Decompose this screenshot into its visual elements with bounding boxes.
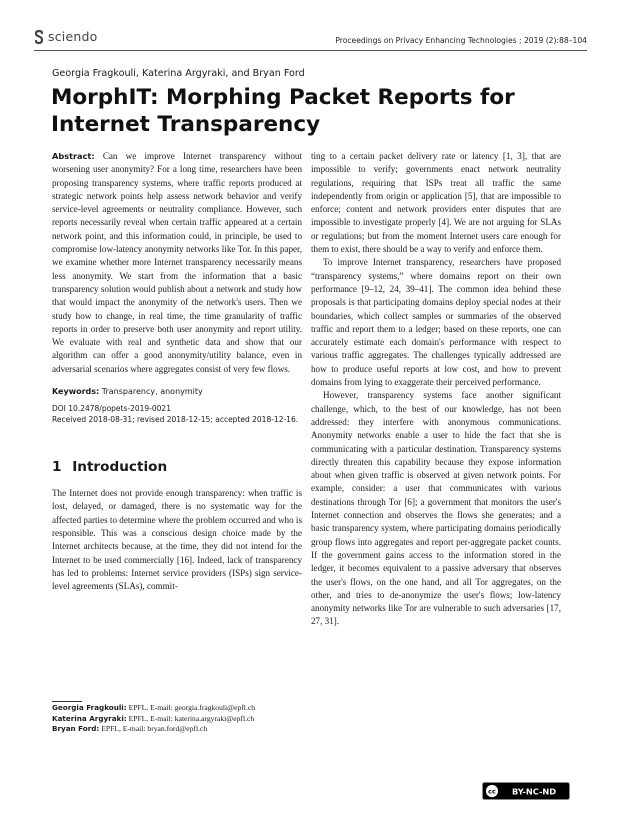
publisher-logo (34, 29, 97, 44)
keywords (52, 386, 302, 397)
body-paragraph: However, transparency systems face another significant challenge, which, to the best of our knowledge, has not been addressed: they interfere with anonymous communications. Anonymity networks enable a user to hide the fact that she is communicating with a particular destination. Transparency systems directly threaten this capability because they expose information about when given traffic is observed at given network points. For example, consider: a user that communicates with various destinations through Tor [6]; a government that monitors the user's Internet connection and observes the flows she generates; and a basic transparency system, where participating domains periodically group flows into aggregates and report per-aggregate packet counts. If the government gains access to the information stored in the ledger, it becomes equivalent to a passive adversary that observes the user's flows, on the one hand, and all Tor aggregates, on the other, and tries to de-anonymize the user's flows; low-latency anonymity networks like Tor are vulnerable to such adversaries [17, 27, 31]. (311, 390, 561, 627)
paper-title: MorphIT: Morphing Packet Reports for Internet Transparency (51, 85, 515, 137)
footnote (52, 724, 302, 735)
keywords-text: Transparency, anonymity (101, 387, 203, 397)
publisher-name: sciendo (48, 29, 98, 44)
license-badge[interactable] (482, 782, 570, 800)
section-title: Introduction (72, 459, 168, 476)
footnote-text: EPFL, E-mail: bryan.ford@epfl.ch (101, 724, 208, 733)
footnote-author: Bryan Ford: (52, 724, 100, 733)
right-column (311, 150, 561, 629)
submission-dates: Received 2018-08-31; revised 2018-12-15; accepted 2018-12-16. (52, 415, 299, 425)
license-label: BY-NC-ND (511, 786, 557, 797)
footnote (52, 703, 302, 714)
footnote-rule (52, 701, 82, 702)
journal-citation: Proceedings on Privacy Enhancing Technologies ; 2019 (2):88–104 (335, 36, 587, 45)
intro-paragraph: The Internet does not provide enough transparency: when traffic is lost, delayed, or damaged, there is no systematic way for the affected parties to determine where the problem occurred and who is responsible. This was a conscious design choice made by the Internet architects because, at the time, they did not intend for the Internet to be used commercially [16]. Indeed, lack of transparency has led to problems: Internet service providers (ISPs) sign service-level agreements (SLAs), commit- (52, 488, 302, 592)
author-footnotes (52, 703, 302, 735)
section-number: 1 (52, 459, 62, 476)
footnote-text: EPFL, E-mail: katerina.argyraki@epfl.ch (128, 713, 255, 723)
footnote-author: Katerina Argyraki: (52, 713, 127, 723)
author-list: Georgia Fragkouli, Katerina Argyraki, and Bryan Ford (52, 68, 305, 79)
header-rule (34, 50, 587, 51)
body-paragraph: ting to a certain packet delivery rate or latency [1, 3], that are impossible to verify; governments enact network neutrality regulations, requiring that ISPs treat all traffic the same independently from origin or application [5], that are impossible to enforce; content and network providers enter disputes that are impossible to investigate properly [4]. We are not arguing for SLAs or regulations; but from the moment Internet users care enough for them to exist, there should be a way to verify and enforce them. (311, 151, 561, 255)
section-heading (52, 459, 302, 475)
keywords-label: Keywords: (52, 387, 100, 397)
page-header (34, 26, 587, 52)
doi: DOI 10.2478/popets-2019-0021 (52, 404, 171, 414)
cc-icon: cc (488, 787, 496, 796)
abstract-label: Abstract: (52, 151, 95, 161)
sciendo-logo-icon (34, 30, 44, 44)
footnote-text: EPFL, E-mail: georgia.fragkouli@epfl.ch (128, 703, 255, 712)
footnote-author: Georgia Fragkouli: (52, 703, 127, 712)
footnote (52, 714, 302, 725)
left-column (52, 150, 302, 593)
abstract-text: Can we improve Internet transparency without worsening user anonymity? For a long time, researchers have been proposing transparency systems, where traffic reports produced at strategic network points help assess network behavior and verify service-level agreements or neutrality compliance. However, such reports necessarily reveal when certain traffic appeared at a certain network point, and this information could, in principle, be used to compromise low-latency anonymity networks like Tor. In this paper, we examine whether more Internet transparency necessarily means less anonymity. We start from the information that a basic transparency solution would publish about a network and study how that would impact the anonymity of the network's users. Then we study how to change, in real time, the time granularity of traffic reports in order to preserve both user anonymity and report utility. We evaluate with real and synthetic data and show that our algorithm can offer a good anonymity/utility balance, even in adversarial scenarios where aggregates consist of very few flows. (52, 151, 302, 374)
body-paragraph: To improve Internet transparency, researchers have proposed “transparency systems,” where domains report on their own performance [9–12, 24, 39–41]. The common idea behind these proposals is that participating domains deploy special nodes at their boundaries, which collect samples or summaries of the observed traffic and report them to a ledger; based on these reports, one can accurately estimate each domain's performance with respect to various traffic aggregates. The challenges typically addressed are how to produce useful reports at low cost, and how to prevent domains from lying to exaggerate their perceived performance. (311, 257, 561, 388)
abstract (52, 150, 302, 376)
